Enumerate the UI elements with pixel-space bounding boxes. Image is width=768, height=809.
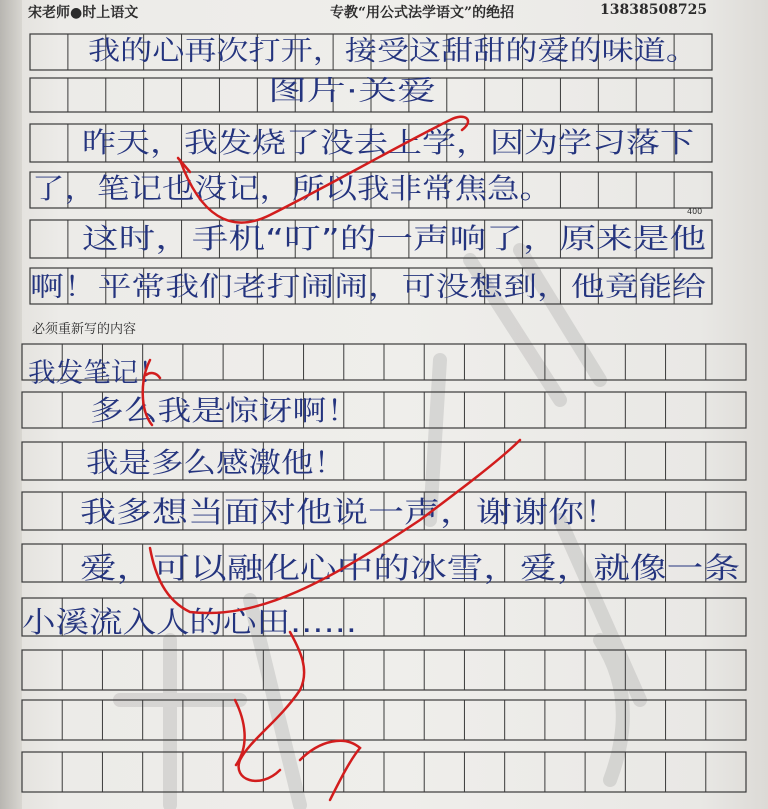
essay-line-3: 昨天，我发烧了没去上学，因为学习落下 [82, 126, 694, 159]
rewrite-line-1: 我发笔记！ [28, 358, 167, 389]
essay-line-1: 我的心再次打开，接受这甜甜的爱的味道。 [88, 36, 698, 67]
rewrite-line-3: 我是多么感激他！ [86, 446, 346, 479]
rewrite-line-2: 多么我是惊讶啊！ [90, 394, 360, 427]
rewrite-section-label: 必须重新写的内容 [32, 322, 137, 337]
essay-line-6: 啊！平常我们老打闹闹，可没想到，他竟能给 [30, 272, 706, 303]
rewrite-line-4: 我多想当面对他说一声，谢谢你！ [80, 495, 620, 529]
writing-grid-upper [30, 34, 712, 304]
essay-line-5: 这时，手机“叮”的一声响了，原来是他 [82, 222, 706, 255]
header-slogan: 专教“用公式法学语文”的绝招 [330, 5, 515, 21]
header-teacher: 宋老师●时上语文 [28, 5, 139, 21]
essay-line-4: 了，笔记也没记，所以我非常焦急。 [32, 172, 552, 205]
rewrite-line-6: 小溪流入人的心田…… [22, 605, 357, 639]
rewrite-line-5: 爱，可以融化心中的冰雪，爱，就像一条 [80, 551, 741, 585]
essay-title: 图片·关爱 [268, 76, 436, 107]
grid-count-label: 400 [687, 207, 703, 216]
header-phone: 13838508725 [600, 2, 708, 18]
